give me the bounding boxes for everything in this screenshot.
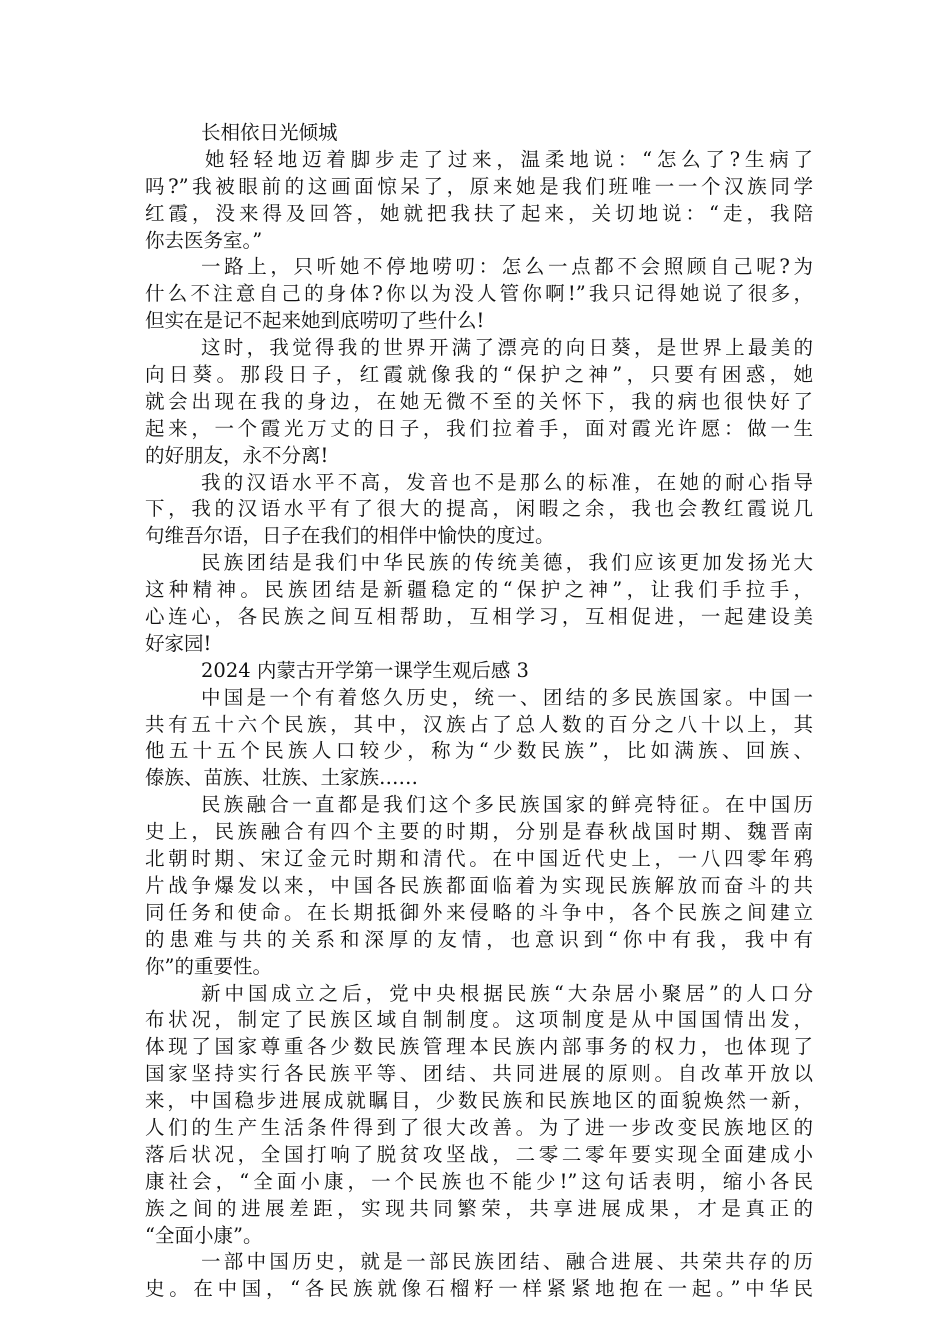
text-line: 史上，民族融合有四个主要的时期，分别是春秋战国时期、魏晋南 — [145, 820, 813, 844]
text-line: 他五十五个民族人口较少，称为“少数民族”，比如满族、回族、 — [145, 739, 813, 763]
text-line: 起来，一个霞光万丈的日子，我们拉着手，面对霞光许愿：做一生 — [145, 416, 813, 440]
text-line: 红霞，没来得及回答，她就把我扶了起来，关切地说：“走，我陪 — [145, 201, 813, 225]
text-line: 人们的生产生活条件得到了很大改善。为了进一步改变民族地区的 — [145, 1115, 813, 1139]
text-line: 向日葵。那段日子，红霞就像我的“保护之神”，只要有困惑，她 — [145, 363, 813, 387]
text-line: 吗?”我被眼前的这画面惊呆了，原来她是我们班唯一一个汉族同学 — [145, 174, 813, 198]
text-line: 什么不注意自己的身体?你以为没人管你啊!”我只记得她说了很多， — [145, 282, 813, 306]
document-body — [145, 120, 813, 1303]
text-line: 长相依日光倾城 — [201, 121, 338, 144]
text-line: 好家园! — [145, 631, 212, 655]
text-line: 你”的重要性。 — [145, 954, 272, 978]
text-line: 布状况，制定了民族区域自制制度。这项制度是从中国国情出发， — [145, 1008, 813, 1032]
text-line: 句维吾尔语，日子在我们的相伴中愉快的度过。 — [145, 524, 555, 548]
text-line: 就会出现在我的身边，在她无微不至的关怀下，我的病也很快好了 — [145, 389, 813, 413]
text-line: 她轻轻地迈着脚步走了过来，温柔地说：“怎么了?生病了 — [205, 147, 813, 171]
text-line: 新中国成立之后，党中央根据民族“大杂居小聚居”的人口分 — [201, 981, 813, 1005]
text-line: 傣族、苗族、壮族、土家族…… — [145, 766, 419, 790]
text-line: 落后状况，全国打响了脱贫攻坚战，二零二零年要实现全面建成小 — [145, 1142, 813, 1166]
text-line: 你去医务室。” — [145, 228, 263, 252]
text-line: 国家坚持实行各民族平等、团结、共同进展的原则。自改革开放以 — [145, 1062, 813, 1086]
text-line: 这种精神。民族团结是新疆稳定的“保护之神”，让我们手拉手， — [145, 578, 813, 602]
text-line: 一路上，只听她不停地唠叨：怎么一点都不会照顾自己呢?为 — [201, 255, 813, 279]
text-line: 族之间的进展差距，实现共同繁荣，共享进展成果，才是真正的 — [145, 1196, 813, 1220]
text-line: 的好朋友，永不分离! — [145, 443, 329, 467]
text-line: “全面小康”。 — [145, 1223, 263, 1247]
text-line: 民族融合一直都是我们这个多民族国家的鲜亮特征。在中国历 — [201, 793, 813, 817]
text-line: 北朝时期、宋辽金元时期和清代。在中国近代史上，一八四零年鸦 — [145, 847, 813, 871]
text-line: 下，我的汉语水平有了很大的提高，闲暇之余，我也会教红霞说几 — [145, 497, 813, 521]
text-line: 的患难与共的关系和深厚的友情，也意识到“你中有我，我中有 — [145, 927, 813, 951]
text-line: 中国是一个有着悠久历史，统一、团结的多民族国家。中国一 — [201, 685, 813, 709]
text-line: 同任务和使命。在长期抵御外来侵略的斗争中，各个民族之间建立 — [145, 900, 813, 924]
text-line: 但实在是记不起来她到底唠叨了些什么! — [145, 309, 485, 333]
text-line: 片战争爆发以来，中国各民族都面临着为实现民族解放而奋斗的共 — [145, 873, 813, 897]
text-line: 史。在中国，“各民族就像石榴籽一样紧紧地抱在一起。”中华民 — [145, 1277, 813, 1301]
text-line: 一部中国历史，就是一部民族团结、融合进展、共荣共存的历 — [201, 1250, 813, 1274]
section-heading: 2024 内蒙古开学第一课学生观后感 3 — [201, 658, 529, 682]
text-line: 来，中国稳步进展成就瞩目，少数民族和民族地区的面貌焕然一新， — [145, 1089, 813, 1113]
text-line: 我的汉语水平不高，发音也不是那么的标准，在她的耐心指导 — [201, 470, 813, 494]
text-line: 心连心，各民族之间互相帮助，互相学习，互相促进，一起建设美 — [145, 605, 813, 629]
text-line: 体现了国家尊重各少数民族管理本民族内部事务的权力，也体现了 — [145, 1035, 813, 1059]
text-line: 康社会，“全面小康，一个民族也不能少!”这句话表明，缩小各民 — [145, 1169, 813, 1193]
text-line: 这时，我觉得我的世界开满了漂亮的向日葵，是世界上最美的 — [201, 336, 813, 360]
text-line: 民族团结是我们中华民族的传统美德，我们应该更加发扬光大 — [201, 551, 813, 575]
text-line: 共有五十六个民族，其中，汉族占了总人数的百分之八十以上，其 — [145, 712, 813, 736]
